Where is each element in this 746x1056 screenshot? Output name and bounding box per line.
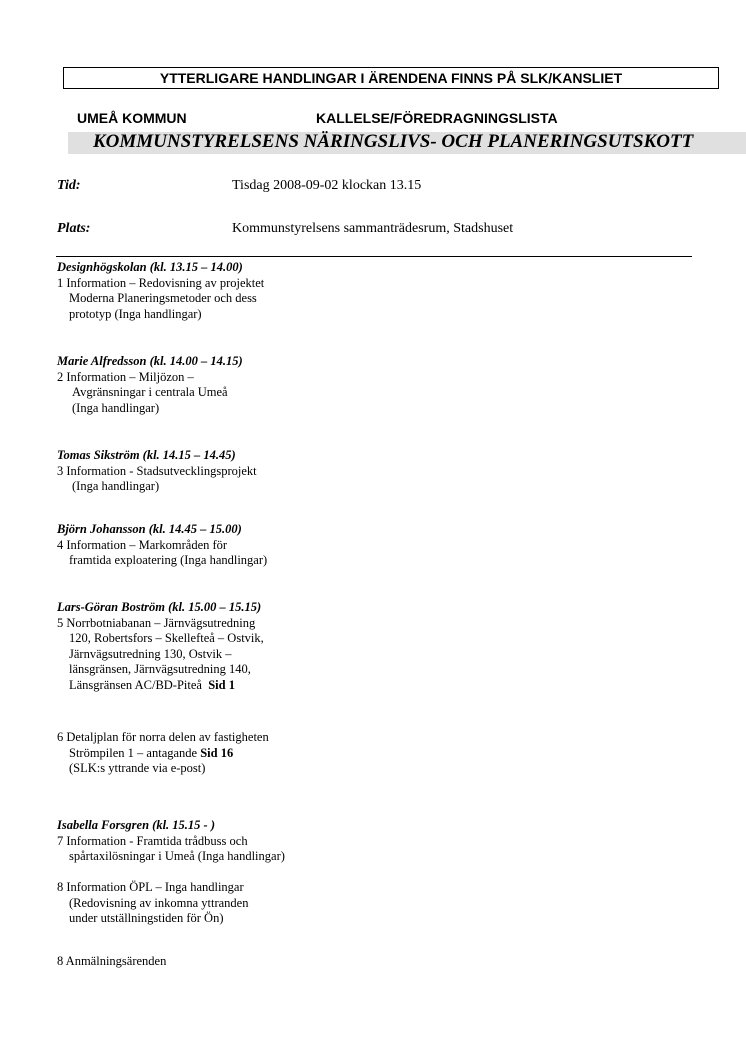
agenda-line [57,678,264,694]
document-type: KALLELSE/FÖREDRAGNINGSLISTA [316,110,558,126]
agenda-line: 8 Anmälningsärenden [57,954,167,968]
agenda-line-text: Strömpilen 1 – antagande [69,745,198,760]
agenda-line: länsgränsen, Järnvägsutredning 140, [69,662,251,676]
place-label: Plats: [57,221,91,236]
agenda-line: (SLK:s yttrande via e-post) [69,761,206,775]
agenda-line: 4 Information – Markområden för [57,537,228,552]
agenda-line: (Inga handlingar) [72,400,160,415]
agenda-line: 120, Robertsfors – Skellefteå – Ostvik, [69,631,264,645]
agenda-line: Järnvägsutredning 130, Ostvik – [69,646,232,661]
divider [56,256,692,257]
agenda-line: prototyp (Inga handlingar) [69,306,202,321]
agenda-item [57,354,243,416]
agenda-line: 5 Norrbotniabanan – Järnvägsutredning [57,615,256,630]
agenda-item-heading: Lars-Göran Boström (kl. 15.00 – 15.15) [57,600,262,614]
agenda-item [57,448,257,495]
agenda-item-heading: Designhögskolan (kl. 13.15 – 14.00) [57,260,243,274]
agenda-item [57,730,269,777]
agenda-line: framtida exploatering (Inga handlingar) [69,553,268,567]
agenda-line: Avgränsningar i centrala Umeå [72,385,228,399]
agenda-line: 7 Information - Framtida trådbuss och [57,833,248,848]
agenda-line: Moderna Planeringsmetoder och dess [69,291,257,305]
agenda-line: 3 Information - Stadsutvecklingsprojekt [57,463,257,478]
notice-box: YTTERLIGARE HANDLINGAR I ÄRENDENA FINNS PÅ SLK/KANSLIET [63,67,719,89]
agenda-line: 6 Detaljplan för norra delen av fastigheten [57,730,269,744]
agenda-line: 8 Information ÖPL – Inga handlingar [57,880,244,894]
agenda-item [57,600,264,693]
agenda-line [57,746,269,762]
page-ref: Sid 1 [208,677,235,692]
time-label: Tid: [57,178,81,193]
agenda-item-heading: Isabella Forsgren (kl. 15.15 - ) [57,818,215,832]
agenda-item [57,260,264,322]
agenda-line: 1 Information – Redovisning av projektet [57,275,265,290]
agenda-line: spårtaxilösningar i Umeå (Inga handlingar) [69,849,285,863]
agenda-item [57,818,285,865]
agenda-item-heading: Marie Alfredsson (kl. 14.00 – 14.15) [57,354,243,368]
agenda-line: (Redovisning av inkomna yttranden [69,895,249,910]
committee-title: KOMMUNSTYRELSENS NÄRINGSLIVS- OCH PLANERINGSUTSKOTT [93,131,694,152]
agenda-item [57,954,166,970]
agenda-line: (Inga handlingar) [72,479,160,493]
place-value: Kommunstyrelsens sammanträdesrum, Stadshuset [232,221,514,236]
agenda-item-heading: Björn Johansson (kl. 14.45 – 15.00) [57,522,242,536]
agenda-line: under utställningstiden för Ön) [69,911,224,925]
agenda-item-heading: Tomas Sikström (kl. 14.15 – 14.45) [57,448,236,462]
page-ref: Sid 16 [200,745,234,760]
agenda-item [57,880,248,927]
org-name: UMEÅ KOMMUN [77,110,187,126]
agenda-line: 2 Information – Miljözon – [57,369,194,384]
agenda-item [57,522,267,569]
agenda-line-text: Länsgränsen AC/BD-Piteå [69,677,202,692]
time-value: Tisdag 2008-09-02 klockan 13.15 [232,178,422,193]
